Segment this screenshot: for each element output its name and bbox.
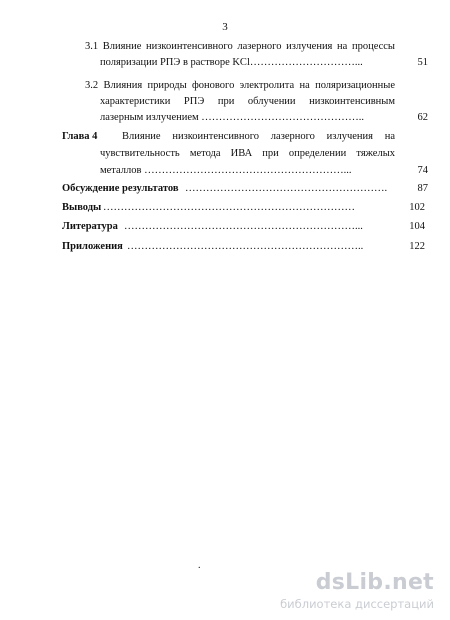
toc-appendices-dots: ………………………………………………………….. [127,241,364,252]
toc-entry-3-2-line2: характеристики РПЭ при облучении низкоинтенсивным [100,96,395,107]
toc-chapter-4-page: 74 [417,165,428,176]
toc-appendices-label: Приложения [62,241,123,252]
watermark-subtitle: библиотека диссертаций [280,597,434,611]
toc-entry-3-2-line3: лазерным излучением ……………………………………….. [100,112,365,123]
footer-dot: . [198,560,201,571]
watermark [262,570,442,612]
toc-entry-3-1-line1: 3.1 Влияние низкоинтенсивного лазерного излучения на процессы [85,41,395,52]
toc-discussion-label: Обсуждение результатов [62,183,179,194]
toc-chapter-4-line2: чувствительность метода ИВА при определении тяжелых [100,148,395,159]
toc-chapter-4-label: Глава 4 [62,131,98,142]
toc-appendices-page: 122 [409,241,425,252]
toc-literature-label: Литература [62,221,118,232]
toc-entry-3-2-line1: 3.2 Влияния природы фонового электролита на поляризационные [85,80,395,91]
toc-literature-dots: …………………………………………………………... [124,221,363,232]
toc-chapter-4-line1: Влияние низкоинтенсивного лазерного излучения на [122,131,395,142]
toc-discussion-dots: …………………………………………………. [185,183,388,194]
toc-entry-3-2-page: 62 [417,112,428,123]
toc-conclusions-dots: ……………………………………………………………… [103,202,355,213]
toc-entry-3-1-page: 51 [417,57,428,68]
toc-chapter-4-line3: металлов …………………………………………………... [100,165,352,176]
toc-conclusions-label: Выводы [62,202,102,213]
toc-entry-3-1-line2: поляризации РПЭ в растворе KCl…………………………... [100,57,363,68]
toc-literature-page: 104 [409,221,425,232]
toc-discussion-page: 87 [417,183,428,194]
page-number: 3 [222,21,228,33]
watermark-logo: dsLib.net [315,570,434,595]
toc-conclusions-page: 102 [409,202,425,213]
